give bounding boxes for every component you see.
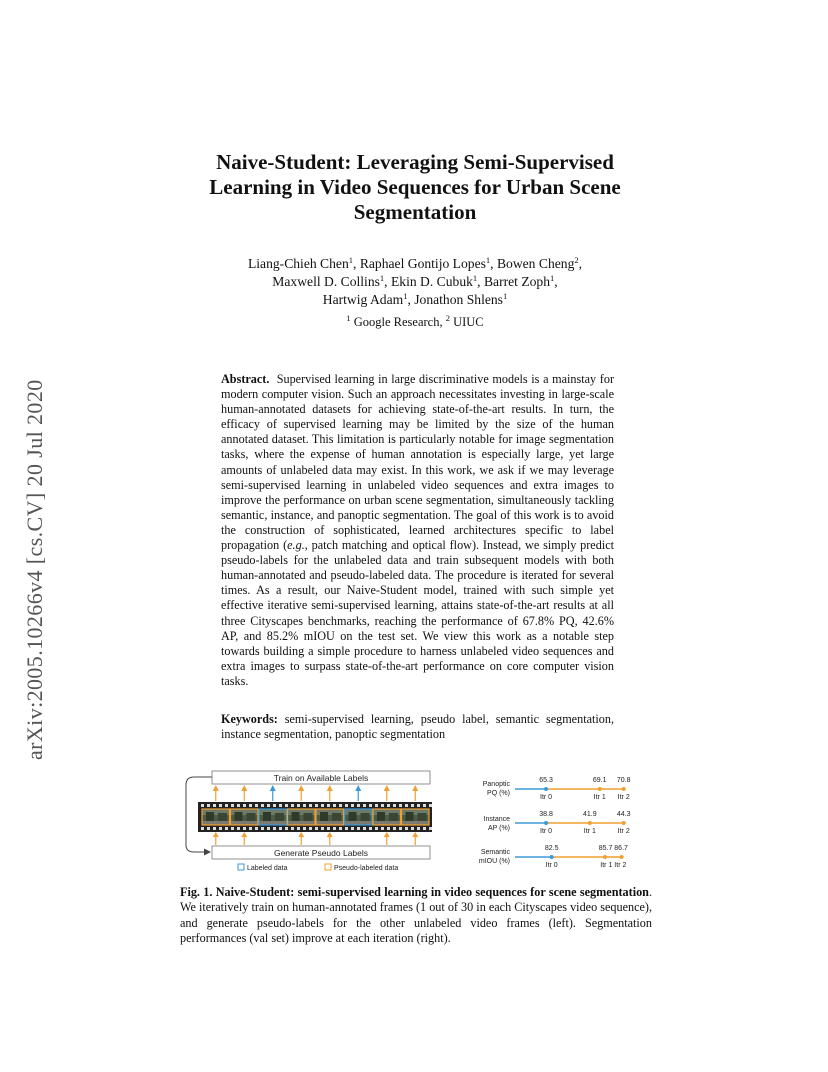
pseudo-arrow-head <box>412 832 418 837</box>
affiliation-name: Google Research, <box>353 315 443 329</box>
author-affiliation-mark: 1 <box>348 255 354 265</box>
value-label: 44.3 <box>616 811 631 818</box>
sprocket-hole <box>291 804 294 807</box>
chart-row-label: AP (%) <box>487 825 510 832</box>
sprocket-hole <box>339 804 342 807</box>
tick-label: Itr 0 <box>540 794 553 801</box>
sprocket-hole <box>423 827 426 830</box>
tick-label: Itr 2 <box>617 828 630 835</box>
author-name: Maxwell D. Collins <box>272 274 380 289</box>
tick-label: Itr 1 <box>583 828 596 835</box>
sprocket-hole <box>273 804 276 807</box>
pseudo-arrow-head <box>384 832 390 837</box>
sprocket-hole <box>333 827 336 830</box>
sprocket-hole <box>225 804 228 807</box>
up-arrow-head <box>241 785 247 791</box>
up-arrow <box>213 785 219 801</box>
sprocket-hole <box>303 827 306 830</box>
sprocket-hole <box>249 804 252 807</box>
sprocket-hole <box>261 827 264 830</box>
sprocket-hole <box>237 804 240 807</box>
author-line: Hartwig Adam$^1$, Jonathon Shlens$^1$ <box>322 291 508 307</box>
data-point <box>622 787 626 791</box>
sprocket-hole <box>345 827 348 830</box>
sprocket-hole <box>213 804 216 807</box>
tick-label: Itr 1 <box>593 794 606 801</box>
figure-caption <box>180 885 652 946</box>
caption-label: Fig. 1. Naive-Student: semi-supervised learning in video sequences for scene segmentation <box>180 885 649 899</box>
sprocket-hole <box>321 804 324 807</box>
data-point <box>598 787 602 791</box>
author-name: Raphael Gontijo Lopes <box>359 256 486 271</box>
up-arrow-head <box>412 785 418 791</box>
sprocket-hole <box>387 804 390 807</box>
title-line: Learning in Video Sequences for Urban Scene <box>209 175 621 199</box>
up-arrow-head <box>355 785 361 791</box>
paper-title <box>160 150 670 225</box>
keywords-text: semi-supervised learning, pseudo label, semantic segmentation, instance segmentation, panoptic segmentation <box>221 712 614 742</box>
abstract-text: Supervised learning in large discriminative models is a mainstay for modern computer vision. Such an approach necessitates investing in large-scale human-annotated datasets for achieving state-of-the-art results. In turn, the efficacy of supervised learning may be limited by the size of the human annotated dataset. This limitation is particularly notable for image segmentation tasks, where the expense of human annotation is especially large, yet large amounts of unlabeled data may exist. In this work, we ask if we may leverage semi-supervised learning in unlabeled video sequences and extra images to improve the performance on urban scene segmentation, simultaneously tackling semantic, instance, and panoptic segmentation. The goal of this work is to avoid the construction of sophisticated, learned architectures specific to label propagation ( <box>221 372 614 553</box>
value-label: 85.7 86.7 <box>598 845 628 852</box>
tick-label: Itr 2 <box>617 794 630 801</box>
sprocket-hole <box>339 827 342 830</box>
arxiv-identifier: arXiv:2005.10266v4 [cs.CV] 20 Jul 2020 <box>22 379 47 760</box>
data-point <box>544 821 548 825</box>
sprocket-hole <box>411 827 414 830</box>
author-name: Hartwig Adam <box>322 292 404 307</box>
sprocket-hole <box>279 804 282 807</box>
sprocket-hole <box>285 827 288 830</box>
sprocket-hole <box>399 804 402 807</box>
sprocket-hole <box>309 804 312 807</box>
sprocket-hole <box>315 827 318 830</box>
keywords <box>221 712 614 742</box>
value-label: 38.8 <box>539 811 553 818</box>
sprocket-hole <box>321 827 324 830</box>
sprocket-hole <box>345 804 348 807</box>
pipeline-diagram <box>186 771 432 872</box>
sprocket-hole <box>357 827 360 830</box>
author-affiliation-mark: 1 <box>550 273 555 283</box>
sprocket-hole <box>309 827 312 830</box>
sprocket-hole <box>429 827 432 830</box>
pseudo-up-arrow <box>412 832 418 845</box>
sprocket-hole <box>327 827 330 830</box>
pseudo-arrow-head <box>298 832 304 837</box>
sprocket-hole <box>327 804 330 807</box>
up-arrow <box>412 785 418 801</box>
author-line: Liang-Chieh Chen$^1$, Raphael Gontijo Lopes$^1$, Bowen Cheng$^2$, <box>247 255 583 271</box>
data-point <box>544 787 548 791</box>
up-arrow <box>298 785 304 801</box>
figure-1 <box>180 768 650 878</box>
data-point <box>620 855 624 859</box>
generate-label: Generate Pseudo Labels <box>273 848 369 858</box>
sprocket-hole <box>423 804 426 807</box>
sprocket-hole <box>219 804 222 807</box>
sprocket-hole <box>255 804 258 807</box>
chart-series <box>515 845 628 869</box>
sprocket-hole <box>351 804 354 807</box>
up-arrow-head <box>270 785 276 791</box>
frame-building <box>263 812 271 822</box>
sprocket-hole <box>213 827 216 830</box>
pseudo-up-arrow <box>298 832 304 845</box>
affiliations <box>160 315 670 330</box>
iteration-chart <box>479 777 631 869</box>
frame-building <box>418 813 427 822</box>
up-arrow <box>241 785 247 801</box>
abstract <box>221 372 614 689</box>
value-label: 65.3 <box>539 777 553 784</box>
value-label: 69.1 <box>592 777 607 784</box>
sprocket-hole <box>351 827 354 830</box>
up-arrow-head <box>384 785 390 791</box>
author-name: Ekin D. Cubuk <box>390 274 473 289</box>
chart-row-label: Instance <box>483 816 510 823</box>
sprocket-hole <box>369 804 372 807</box>
sprocket-hole <box>279 827 282 830</box>
sprocket-hole <box>315 804 318 807</box>
tick-label: Itr 1 Itr 2 <box>600 862 627 869</box>
frame-building <box>247 813 256 822</box>
abstract-text: , patch matching and optical flow). Instead, we simply predict pseudo-labels for the unlabeled data and train subsequent models with both human-annotated and pseudo-labeled data. The procedure is iterated for several times. As a result, our Naive-Student model, trained with such simple yet effective iterative semi-supervised learning, attains state-of-the-art results at all three Cityscapes benchmarks, reaching the performance of 67.8% PQ, 42.6% AP, and 85.2% mIOU on the test set. We view this work as a notable step towards building a simple procedure to harness unlabeled video sequences and extra images to surpass state-of-the-art performance on core computer vision tasks. <box>221 538 614 688</box>
tick-label: Itr 0 <box>540 828 553 835</box>
up-arrow <box>355 785 361 801</box>
sprocket-hole <box>357 804 360 807</box>
sprocket-hole <box>201 827 204 830</box>
legend-labeled-label: Labeled data <box>247 865 288 872</box>
author-list <box>160 255 670 309</box>
pseudo-up-arrow <box>213 832 219 845</box>
up-arrow-head <box>298 785 304 791</box>
sprocket-hole <box>249 827 252 830</box>
frame-building <box>320 812 328 822</box>
sprocket-hole <box>225 827 228 830</box>
affiliation-mark: 2 <box>445 313 450 323</box>
frame-building <box>275 813 284 822</box>
frame-building <box>218 813 227 822</box>
chart-row-label: Semantic <box>480 849 510 856</box>
value-label: 82.5 <box>544 845 559 852</box>
title-line: Segmentation <box>353 200 477 224</box>
author-name: Jonathon Shlens <box>414 292 503 307</box>
data-point <box>603 855 607 859</box>
sprocket-hole <box>231 804 234 807</box>
frame-building <box>406 812 414 822</box>
frame-building <box>377 812 385 822</box>
frame-building <box>389 813 398 822</box>
abstract-label: Abstract. <box>221 372 270 386</box>
keywords-label: Keywords: <box>221 712 278 726</box>
sprocket-hole <box>411 804 414 807</box>
sprocket-hole <box>405 827 408 830</box>
affiliation-name: UIUC <box>453 315 484 329</box>
pseudo-up-arrow <box>327 832 333 845</box>
author-affiliation-mark: 1 <box>502 291 508 301</box>
sprocket-hole <box>255 827 258 830</box>
sprocket-hole <box>381 804 384 807</box>
sprocket-hole <box>405 804 408 807</box>
frame-building <box>292 812 300 822</box>
sprocket-hole <box>381 827 384 830</box>
author-affiliation-mark: 1 <box>403 291 408 301</box>
up-arrow <box>270 785 276 801</box>
sprocket-hole <box>267 827 270 830</box>
frame-building <box>206 812 214 822</box>
sprocket-hole <box>285 804 288 807</box>
sprocket-hole <box>375 804 378 807</box>
author-affiliation-mark: 1 <box>379 273 385 283</box>
sprocket-hole <box>291 827 294 830</box>
sprocket-hole <box>267 804 270 807</box>
up-arrow <box>327 785 333 801</box>
frame-building <box>235 812 243 822</box>
sprocket-hole <box>297 827 300 830</box>
legend-pseudo-swatch <box>325 864 331 870</box>
tick-label: Itr 0 <box>545 862 558 869</box>
author-affiliation-mark: 2 <box>574 255 579 265</box>
sprocket-hole <box>219 827 222 830</box>
sprocket-hole <box>333 804 336 807</box>
sprocket-hole <box>429 804 432 807</box>
sprocket-hole <box>393 827 396 830</box>
sprocket-hole <box>261 804 264 807</box>
chart-series <box>515 811 631 835</box>
legend-labeled-swatch <box>238 864 244 870</box>
data-point <box>550 855 554 859</box>
chart-row-label: PQ (%) <box>487 790 510 797</box>
author-name: Barret Zoph <box>483 274 551 289</box>
sprocket-hole <box>303 804 306 807</box>
pseudo-up-arrow <box>384 832 390 845</box>
data-point <box>588 821 592 825</box>
chart-row-label: Panoptic <box>482 781 510 788</box>
figure-1-graphic <box>180 768 650 878</box>
pseudo-arrow-head <box>241 832 247 837</box>
caption-text: . We iteratively train on human-annotated frames (1 out of 30 in each Cityscapes video sequence), and generate pseudo-labels for the other unlabeled video frames (left). Segmentation performances (val set) improve at each iteration (right). <box>180 885 652 945</box>
sprocket-hole <box>375 827 378 830</box>
frame-building <box>304 813 313 822</box>
value-label: 70.8 <box>616 777 631 784</box>
chart-row-label: mIOU (%) <box>478 858 510 865</box>
sprocket-hole <box>417 804 420 807</box>
sprocket-hole <box>399 827 402 830</box>
author-name: Bowen Cheng <box>496 256 575 271</box>
sprocket-hole <box>231 827 234 830</box>
frame-building <box>332 813 341 822</box>
author-name: Liang-Chieh Chen <box>247 256 349 271</box>
up-arrow-head <box>327 785 333 791</box>
film-frames <box>202 809 429 825</box>
sprocket-hole <box>243 804 246 807</box>
sprocket-hole <box>207 804 210 807</box>
sprocket-hole <box>363 804 366 807</box>
value-label: 41.9 <box>583 811 597 818</box>
frame-building <box>361 813 370 822</box>
pseudo-arrow-head <box>213 832 219 837</box>
author-affiliation-mark: 1 <box>485 255 491 265</box>
sprocket-hole <box>243 827 246 830</box>
author-affiliation-mark: 1 <box>472 273 478 283</box>
up-arrow <box>384 785 390 801</box>
up-arrow-head <box>213 785 219 791</box>
sprocket-hole <box>297 804 300 807</box>
sprocket-hole <box>237 827 240 830</box>
pseudo-up-arrow <box>241 832 247 845</box>
sprocket-hole <box>393 804 396 807</box>
sprocket-hole <box>201 804 204 807</box>
affiliation-mark: 1 <box>346 313 351 323</box>
author-line: Maxwell D. Collins$^1$, Ekin D. Cubuk$^1$, Barret Zoph$^1$, <box>272 273 558 289</box>
sprocket-hole <box>387 827 390 830</box>
abstract-eg: e.g. <box>287 538 305 553</box>
sprocket-hole <box>273 827 276 830</box>
title-line: Naive-Student: Leveraging Semi-Supervised <box>216 150 614 174</box>
frame-building <box>349 812 357 822</box>
pseudo-arrow-head <box>327 832 333 837</box>
data-point <box>622 821 626 825</box>
legend-pseudo-label: Pseudo-labeled data <box>334 865 399 872</box>
sprocket-hole <box>369 827 372 830</box>
sprocket-hole <box>207 827 210 830</box>
train-label: Train on Available Labels <box>273 773 369 783</box>
chart-series <box>515 777 631 801</box>
sprocket-hole <box>363 827 366 830</box>
sprocket-hole <box>417 827 420 830</box>
